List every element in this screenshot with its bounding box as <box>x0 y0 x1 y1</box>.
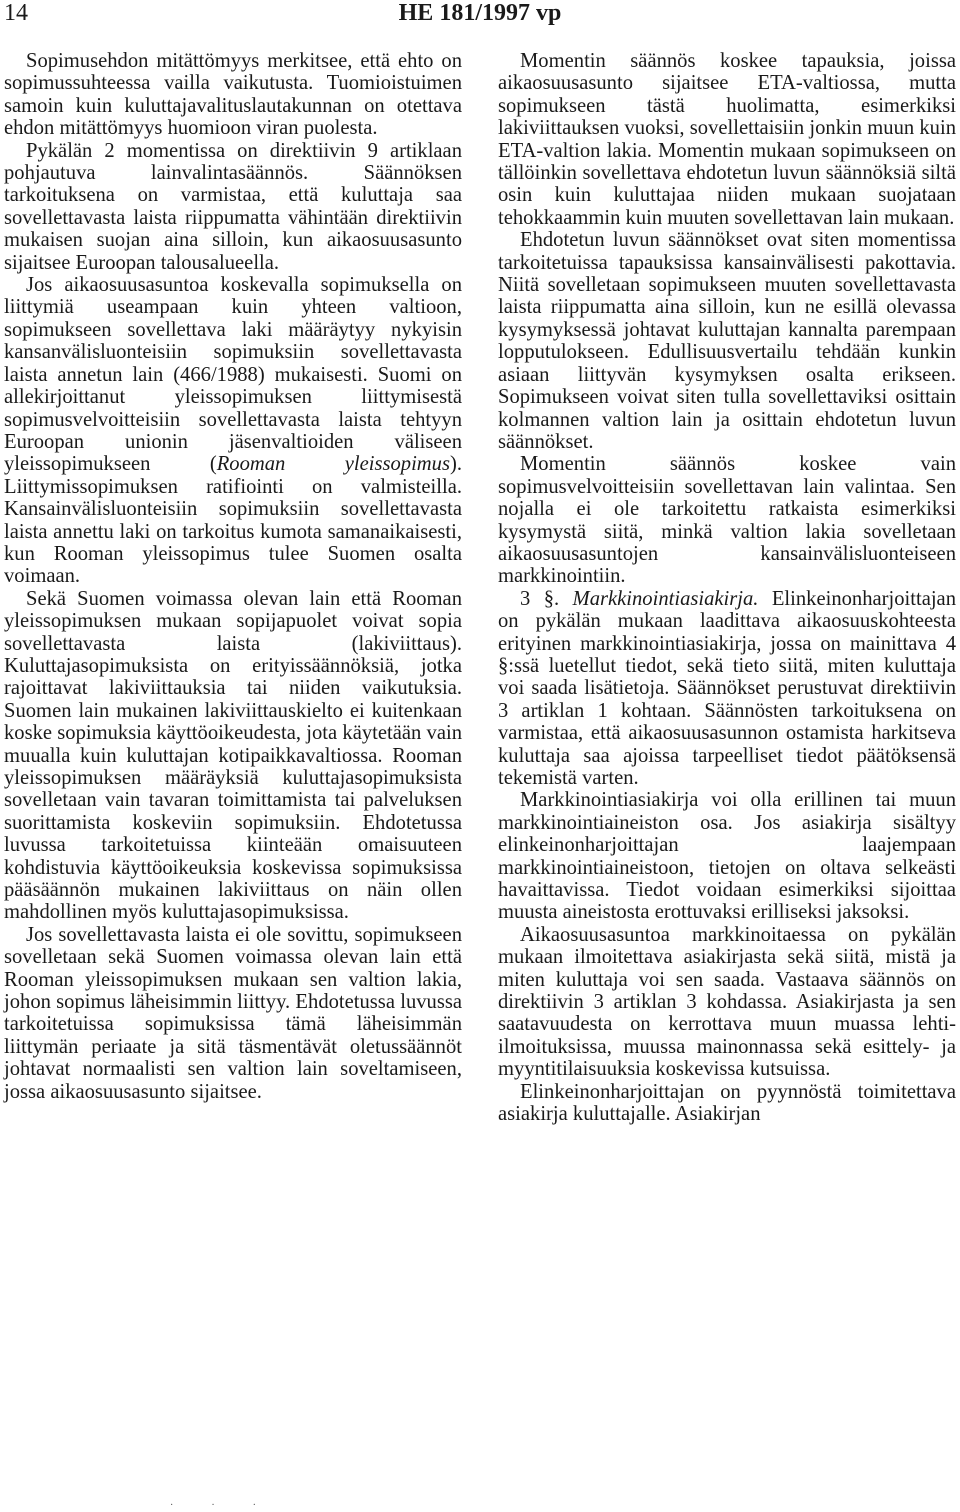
paragraph: Ehdotetun luvun säännökset ovat siten momentissa tarkoitetuissa tapauksissa kansainvälisesti pakottavia. Niitä sovelletaan sopimukseen muuten sovellettavasta laista riippumatta aina silloin, kun ne esillä olevassa kysymyksessä johtavat kuluttajan kannalta parempaan lopputulokseen. Edullisuusvertailu tehdään kunkin asiaan liittyvän kysymyksen osalta erikseen. Sopimukseen voivat siten tulla sovellettaviksi osittain kolmannen valtion lain ja osittain ehdotetun luvun säännökset. <box>498 229 956 453</box>
left-column <box>4 50 462 1103</box>
paragraph: Sekä Suomen voimassa olevan lain että Rooman yleissopimuksen mukaan sopijapuolet voivat sopia sovellettavasta laista (lakiviittaus). Kuluttajasopimuksista on erityissäännöksiä, jotka rajoittavat lakiviittauksia tai niiden vaikutuksia. Suomen lain mukainen lakiviittauskielto ei kuitenkaan koske sopimuksia käyttöoikeudesta, jota käytetään vain muualla kuin kuluttajan kotipaikkavaltiossa. Rooman yleissopimuksen määräyksiä kuluttajasopimuksista sovelletaan vain tavaran toimittamista tai palveluksen suorittamista koskeviin sopimuksiin. Ehdotetussa luvussa tarkoitetuissa kiinteään omaisuuteen kohdistuvia käyttöoikeuksia koskevissa sopimuksissa pääsäännön mukainen lakiviittaus on näin ollen mahdollinen myös kuluttajasopimuksissa. <box>4 587 462 924</box>
right-column <box>498 50 956 1126</box>
section-number: 3 §. <box>520 587 573 610</box>
convention-name: Rooman yleissopimus <box>216 453 450 476</box>
paragraph: Sopimusehdon mitättömyys merkitsee, että ehto on sopimussuhteessa vailla vaikutusta. Tuomioistuimen samoin kuin kuluttajavalituslautakunnan on otettava ehdon mitättömyys huomioon viran puolesta. <box>4 50 462 140</box>
page-header <box>0 0 960 30</box>
document-identifier: HE 181/1997 vp <box>398 0 562 26</box>
paragraph-text: ). Liittymissopimuksen ratifiointi on valmisteilla. Kansainvälisluonteisiin sopimuksiin sovellettavasta laista annettu laki on tarkoitus kumota samanaikaisesti, kun Rooman yleissopimus tulee Suomen osalta voimaan. <box>4 453 462 588</box>
paragraph: Momentin säännös koskee vain sopimusvelvoitteisiin sovellettavan lain valintaa. Sen nojalla ei ole tarkoitettu ratkaista esimerkiksi kysymystä siitä, minkä valtion lakia sovelletaan aikaosuusasuntojen kansainvälisluonteiseen markkinointiin. <box>498 453 956 588</box>
paragraph: Aikaosuusasuntoa markkinoitaessa on pykälän mukaan ilmoitettava asiakirjasta sekä siitä, mistä ja miten kuluttaja voi sen saada. Vastaava säännös on direktiivin 3 artiklan 3 kohdassa. Asiakirjasta ja sen saatavuudesta on kerrottava muun muassa lehti-ilmoituksissa, muussa mainonnassa sekä esittely- ja myyntitilaisuuksia koskevissa kutsuissa. <box>498 923 956 1081</box>
paragraph: Markkinointiasiakirja voi olla erillinen tai muun markkinointiaineiston osa. Jos asiakirja sisältyy elinkeinonharjoittajan laajempaan markkinointiaineistoon, tietojen on oltava selkeästi havaittavissa. Tiedot voidaan esimerkiksi sijoittaa muusta aineistosta erottuvaksi erilliseksi jaksoksi. <box>498 789 956 924</box>
paragraph-text: Elinkeinonharjoittajan on pykälän mukaan laadittava aikaosuuskohteesta erityinen markkinointiasiakirja, jossa on mainittava 4 §:ssä luetellut tiedot, sekä tieto siitä, miten kuluttaja voi saada lisätietoja. Säännökset perustuvat direktiivin 3 artiklan 1 kohtaan. Säännösten tarkoituksena on varmistaa, että aikaosuusasunnon ostamista harkitseva kuluttaja saa ajoissa tarpeelliset tiedot päätöksensä tekemistä varten. <box>498 587 956 789</box>
paragraph: Pykälän 2 momentissa on direktiivin 9 artiklaan pohjautuva lainvalintasäännös. Säännöksen tarkoituksena on varmistaa, että kuluttaja saa sovellettavasta laista riippumatta vähintään direktiivin mukaisen suojan aina silloin, kun aikaosuusasunto sijaitsee Euroopan talousalueella. <box>4 139 462 274</box>
section-heading: Markkinointiasiakirja. <box>572 587 759 610</box>
section-paragraph <box>498 588 956 790</box>
page-number: 14 <box>4 0 28 26</box>
paragraph: Elinkeinonharjoittajan on pyynnöstä toimitettava asiakirja kuluttajalle. Asiakirjan <box>498 1080 956 1126</box>
paragraph-text: Jos aikaosuusasuntoa koskevalla sopimuksella on liittymiä useampaan kuin yhteen valtioon, sopimukseen sovellettava laki määräytyy nykyisin kansanvälisluonteisiin sopimuksiin sovellettavasta laista annetun lain (466/1988) mukaisesti. Suomi on allekirjoittanut yleissopimuksen liittymisestä sopimusvelvoitteisiin sovellettavasta laista tehtyyn Euroopan unionin jäsenvaltioiden väliseen yleissopimukseen ( <box>4 274 462 476</box>
scan-marks: · · · <box>170 1500 258 1511</box>
paragraph <box>4 274 462 588</box>
paragraph: Jos sovellettavasta laista ei ole sovittu, sopimukseen sovelletaan sekä Suomen voimassa olevan lain että Rooman yleissopimuksen mukaan sen valtion lakia, johon sopimus läheisimmin liittyy. Ehdotetussa luvussa tarkoitetuissa sopimuksissa tämä läheisimmän liittymän periaate ja sitä täsmentävät oletussäännöt johtavat normaalisti sen valtion lain soveltamiseen, jossa aikaosuusasunto sijaitsee. <box>4 923 462 1103</box>
paragraph: Momentin säännös koskee tapauksia, joissa aikaosuusasunto sijaitsee ETA-valtiossa, mutta sopimukseen tästä huolimatta, esimerkiksi lakiviittauksen vuoksi, sovellettaisiin jonkin muun kuin ETA-valtion lakia. Momentin mukaan sopimukseen on tällöinkin sovellettava ehdotetun luvun säännöksiä siltä osin kuin kuluttajaa niiden mukaan suojataan tehokkaammin kuin muuten sovellettavan lain mukaan. <box>498 50 956 229</box>
